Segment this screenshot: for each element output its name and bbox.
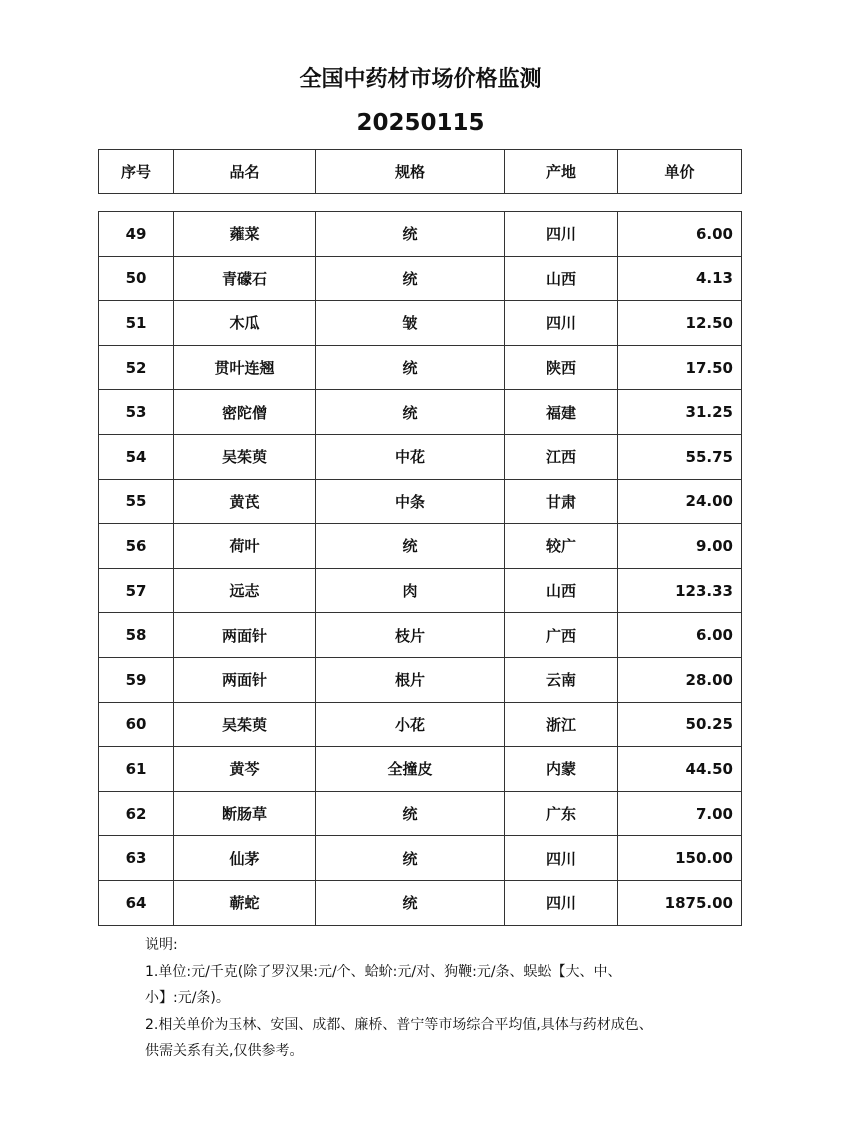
table-row (99, 791, 742, 836)
table-row (99, 613, 742, 658)
cell-price: 6.00 (618, 613, 742, 658)
report-date: 20250115 (356, 110, 485, 136)
cell-spec: 统 (316, 836, 505, 881)
cell-name: 吴茱萸 (174, 434, 316, 479)
header-index: 序号 (99, 150, 174, 194)
cell-spec: 统 (316, 791, 505, 836)
cell-index: 53 (99, 390, 174, 435)
cell-name: 两面针 (174, 657, 316, 702)
header-spec: 规格 (316, 150, 505, 194)
cell-price: 50.25 (618, 702, 742, 747)
cell-price: 1875.00 (618, 880, 742, 925)
cell-origin: 江西 (505, 434, 618, 479)
table-row (99, 657, 742, 702)
cell-price: 31.25 (618, 390, 742, 435)
cell-price: 24.00 (618, 479, 742, 524)
cell-price: 12.50 (618, 301, 742, 346)
cell-name: 远志 (174, 568, 316, 613)
cell-origin: 山西 (505, 568, 618, 613)
price-table (98, 211, 742, 926)
table-row (99, 568, 742, 613)
notes-heading: 说明: (145, 937, 178, 953)
cell-name: 蕲蛇 (174, 880, 316, 925)
cell-origin: 甘肃 (505, 479, 618, 524)
cell-spec: 中条 (316, 479, 505, 524)
cell-origin: 内蒙 (505, 747, 618, 792)
cell-origin: 广西 (505, 613, 618, 658)
table-row (99, 256, 742, 301)
table-row (99, 212, 742, 257)
table-row (99, 836, 742, 881)
cell-spec: 肉 (316, 568, 505, 613)
cell-origin: 四川 (505, 301, 618, 346)
cell-price: 9.00 (618, 524, 742, 569)
cell-index: 62 (99, 791, 174, 836)
cell-price: 7.00 (618, 791, 742, 836)
cell-index: 63 (99, 836, 174, 881)
notes (145, 932, 705, 1065)
cell-price: 4.13 (618, 256, 742, 301)
cell-name: 贯叶连翘 (174, 345, 316, 390)
cell-price: 44.50 (618, 747, 742, 792)
cell-origin: 四川 (505, 836, 618, 881)
cell-name: 荷叶 (174, 524, 316, 569)
cell-origin: 云南 (505, 657, 618, 702)
cell-price: 28.00 (618, 657, 742, 702)
table-row (99, 702, 742, 747)
cell-index: 57 (99, 568, 174, 613)
table-header (98, 149, 742, 194)
header-price: 单价 (618, 150, 742, 194)
cell-spec: 枝片 (316, 613, 505, 658)
cell-name: 木瓜 (174, 301, 316, 346)
table-row (99, 390, 742, 435)
cell-spec: 全撞皮 (316, 747, 505, 792)
cell-spec: 中花 (316, 434, 505, 479)
cell-origin: 四川 (505, 212, 618, 257)
cell-spec: 统 (316, 390, 505, 435)
cell-origin: 较广 (505, 524, 618, 569)
cell-spec: 根片 (316, 657, 505, 702)
table-row (99, 524, 742, 569)
notes-line: 供需关系有关,仅供参考。 (145, 1043, 304, 1059)
cell-origin: 福建 (505, 390, 618, 435)
table-row (99, 301, 742, 346)
page-title: 全国中药材市场价格监测 (299, 67, 542, 92)
cell-index: 52 (99, 345, 174, 390)
cell-index: 61 (99, 747, 174, 792)
cell-name: 吴茱萸 (174, 702, 316, 747)
cell-origin: 四川 (505, 880, 618, 925)
cell-spec: 统 (316, 256, 505, 301)
cell-index: 51 (99, 301, 174, 346)
cell-name: 密陀僧 (174, 390, 316, 435)
cell-price: 6.00 (618, 212, 742, 257)
cell-price: 17.50 (618, 345, 742, 390)
cell-spec: 统 (316, 880, 505, 925)
cell-spec: 统 (316, 524, 505, 569)
cell-index: 64 (99, 880, 174, 925)
cell-spec: 统 (316, 212, 505, 257)
cell-index: 59 (99, 657, 174, 702)
table-row (99, 880, 742, 925)
cell-index: 50 (99, 256, 174, 301)
cell-origin: 陕西 (505, 345, 618, 390)
notes-line: 1.单位:元/千克(除了罗汉果:元/个、蛤蚧:元/对、狗鞭:元/条、蜈蚣【大、中、 (145, 963, 622, 980)
cell-name: 仙茅 (174, 836, 316, 881)
cell-spec: 统 (316, 345, 505, 390)
cell-index: 54 (99, 434, 174, 479)
table-row (99, 479, 742, 524)
cell-index: 55 (99, 479, 174, 524)
cell-index: 49 (99, 212, 174, 257)
cell-price: 55.75 (618, 434, 742, 479)
cell-price: 150.00 (618, 836, 742, 881)
cell-name: 蕹菜 (174, 212, 316, 257)
cell-name: 断肠草 (174, 791, 316, 836)
cell-spec: 小花 (316, 702, 505, 747)
cell-name: 黄芩 (174, 747, 316, 792)
notes-line: 小】:元/条)。 (145, 990, 230, 1006)
cell-index: 58 (99, 613, 174, 658)
cell-origin: 山西 (505, 256, 618, 301)
cell-price: 123.33 (618, 568, 742, 613)
cell-index: 56 (99, 524, 174, 569)
cell-name: 青礞石 (174, 256, 316, 301)
table-row (99, 434, 742, 479)
table-row (99, 345, 742, 390)
cell-spec: 皱 (316, 301, 505, 346)
cell-name: 两面针 (174, 613, 316, 658)
header-name: 品名 (174, 150, 316, 194)
cell-index: 60 (99, 702, 174, 747)
notes-line: 2.相关单价为玉林、安国、成都、廉桥、普宁等市场综合平均值,具体与药材成色、 (145, 1016, 653, 1033)
cell-name: 黄芪 (174, 479, 316, 524)
table-row (99, 747, 742, 792)
header-origin: 产地 (505, 150, 618, 194)
cell-origin: 广东 (505, 791, 618, 836)
cell-origin: 浙江 (505, 702, 618, 747)
